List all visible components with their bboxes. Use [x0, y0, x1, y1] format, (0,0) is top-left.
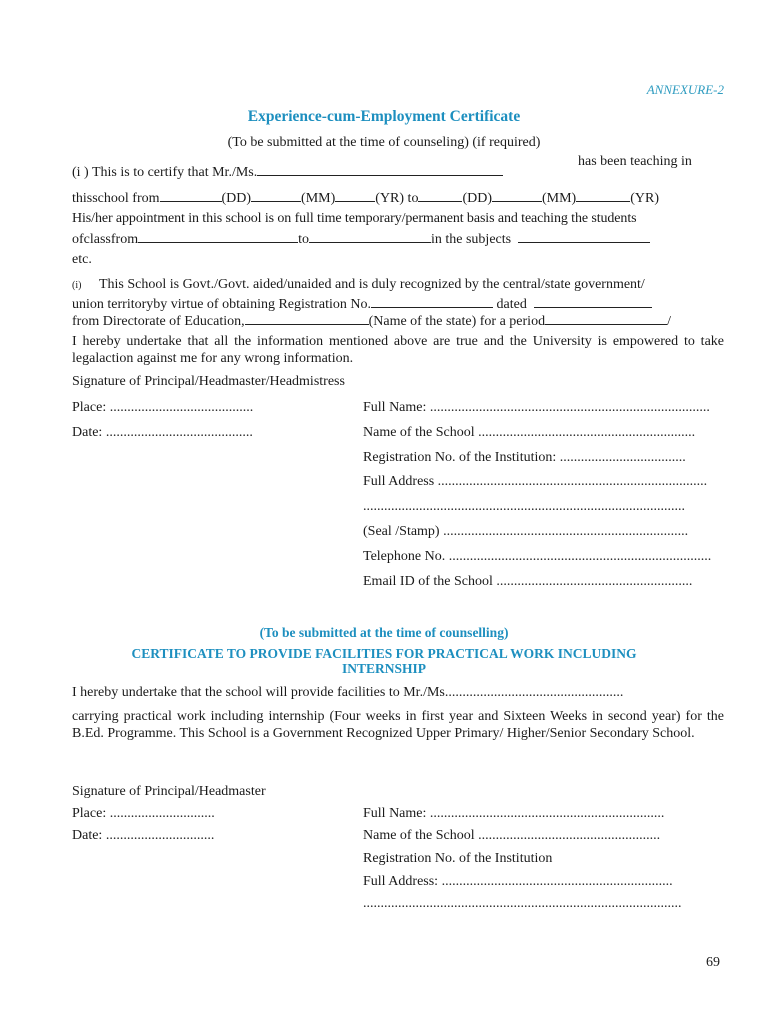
cert2-place-field[interactable]: Place: .............................. — [72, 806, 215, 821]
cert2-note: (To be submitted at the time of counselling) — [259, 625, 509, 640]
from-mm-blank[interactable] — [251, 187, 301, 202]
page-number: 69 — [706, 955, 720, 970]
cert1-place-field[interactable]: Place: ......................................... — [72, 400, 254, 415]
cert1-line6 — [72, 277, 645, 293]
cert1-line8 — [72, 310, 671, 330]
cert1-telephone-field[interactable]: Telephone No. ........................................................................... — [363, 549, 712, 564]
cert1-l2-text: thisschool from — [72, 191, 160, 206]
period-blank[interactable] — [545, 310, 667, 325]
cert2-signature-label: Signature of Principal/Headmaster — [72, 784, 266, 799]
cert1-date-field[interactable]: Date: .......................................... — [72, 425, 253, 440]
name-blank[interactable] — [257, 161, 503, 176]
annexure-label: ANNEXURE-2 — [646, 82, 724, 97]
cert1-undertaking: I hereby undertake that all the information mentioned above are true and the University is empowered to take legalaction against me for any wrong information. — [72, 334, 724, 366]
cert1-l1-text: (i ) This is to certify that Mr./Ms. — [72, 165, 258, 180]
cert1-l6-num: (i) — [72, 280, 82, 291]
cert1-l8-slash: / — [667, 314, 671, 329]
subjects-blank[interactable] — [518, 228, 650, 243]
cert1-l4-text: ofclassfrom — [72, 232, 139, 247]
cert1-seal-field[interactable]: (Seal /Stamp) ...................................................................... — [363, 524, 689, 539]
cert2-paragraph: carrying practical work including internship (Four weeks in first year and Sixteen Weeks in second year) for the B.Ed. Programme. This School is a Government Recognized Upper Primary/ Higher/Senior Secondary School. — [72, 709, 724, 741]
cert2-registration-label: Registration No. of the Institution — [363, 851, 553, 866]
cert2-title-line1: CERTIFICATE TO PROVIDE FACILITIES FOR PRACTICAL WORK INCLUDING — [131, 646, 637, 661]
cert2-full-address-field[interactable]: Full Address: .................................................................. — [363, 874, 673, 889]
cert1-full-name-field[interactable]: Full Name: ................................................................................ — [363, 400, 710, 415]
cert1-l4-to: to — [298, 232, 309, 247]
certificate-subtitle: (To be submitted at the time of counseling) (if required) — [227, 135, 541, 150]
cert2-address-cont-field[interactable]: ........................................................................................... — [363, 896, 682, 911]
cert1-l8-period: (Name of the state) for a period — [368, 314, 546, 329]
from-dd-blank[interactable] — [160, 187, 222, 202]
cert1-l8-text: from Directorate of Education, — [72, 314, 245, 329]
to-yr-blank[interactable] — [576, 187, 630, 202]
cert1-line4 — [72, 228, 650, 248]
cert2-line1: I hereby undertake that the school will provide facilities to Mr./Ms................................................... — [72, 685, 624, 700]
cert1-registration-field[interactable]: Registration No. of the Institution: .................................... — [363, 450, 686, 465]
cert2-full-name-field[interactable]: Full Name: ................................................................... — [363, 806, 665, 821]
cert2-school-name-field[interactable]: Name of the School .................................................... — [363, 828, 661, 843]
cert1-signature-label: Signature of Principal/Headmaster/Headmistress — [72, 374, 345, 389]
certificate-title: Experience-cum-Employment Certificate — [247, 108, 521, 125]
to-mm-blank[interactable] — [492, 187, 542, 202]
cert1-l7-dated: dated — [496, 297, 527, 312]
from-yr-blank[interactable] — [335, 187, 375, 202]
cert1-address-cont-field[interactable]: ............................................................................................ — [363, 499, 685, 514]
cert1-full-address-field[interactable]: Full Address ............................................................................. — [363, 474, 708, 489]
to-dd-blank[interactable] — [418, 187, 462, 202]
cert1-l4-subjects: in the subjects — [430, 232, 512, 247]
cert1-l2-dd2: (DD) — [462, 191, 492, 206]
cert1-email-field[interactable]: Email ID of the School ........................................................ — [363, 574, 693, 589]
cert1-school-name-field[interactable]: Name of the School .............................................................. — [363, 425, 696, 440]
class-from-blank[interactable] — [138, 228, 298, 243]
cert1-l2-dd1: (DD) — [221, 191, 252, 206]
dated-blank[interactable] — [534, 293, 652, 308]
cert2-date-field[interactable]: Date: ............................... — [72, 828, 215, 843]
cert1-l1-end: has been teaching in — [578, 154, 692, 169]
cert1-l2-mm1: (MM) — [301, 191, 336, 206]
cert1-line1 — [72, 161, 503, 181]
state-name-blank[interactable] — [245, 310, 369, 325]
cert1-line3: His/her appointment in this school is on full time temporary/permanent basis and teaching the students — [72, 211, 637, 226]
cert1-line5: etc. — [72, 252, 92, 267]
registration-no-blank[interactable] — [371, 293, 493, 308]
cert1-l2-yr2: (YR) — [630, 191, 660, 206]
cert2-title-line2: INTERNSHIP — [341, 661, 427, 676]
cert1-l2-mm2: (MM) — [542, 191, 577, 206]
cert1-l7-text: union territoryby virtue of obtaining Registration No. — [72, 297, 372, 312]
class-to-blank[interactable] — [309, 228, 431, 243]
cert1-line2 — [72, 187, 659, 207]
cert1-l2-yrto: (YR) to — [375, 191, 419, 206]
cert1-l6-text: This School is Govt./Govt. aided/unaided and is duly recognized by the central/state government/ — [98, 277, 645, 292]
